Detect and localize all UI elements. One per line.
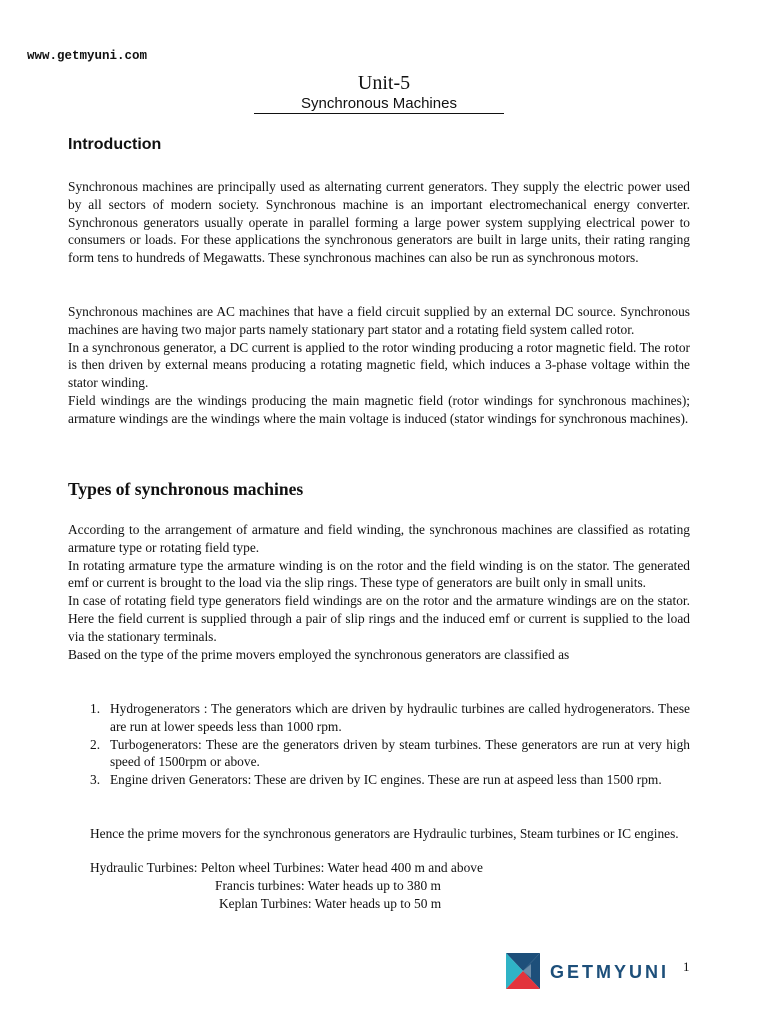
types-text-c: In case of rotating field type generators field windings are on the rotor and the armature windings are on the stator. Here the field current is supplied through a pair of slip rings and the induced emf or current is supplied to the load via the stationary terminals. xyxy=(68,593,690,644)
intro-text-2a: Synchronous machines are AC machines that have a field circuit supplied by an external DC source. Synchronous machines are having two major parts namely stationary part stator and a rotating field system called rotor. xyxy=(68,304,690,337)
site-url: www.getmyuni.com xyxy=(27,49,148,63)
list-number: 3. xyxy=(90,772,101,788)
types-paragraph xyxy=(68,521,690,663)
turbine-line-1: Hydraulic Turbines: Pelton wheel Turbines: Water head 400 m and above xyxy=(90,860,483,875)
generator-type-list xyxy=(90,700,690,789)
list-text: Turbogenerators: These are the generators driven by steam turbines. These generators are run at very high speed of 1500rpm or above. xyxy=(110,736,690,770)
logo-text: GETMYUNI xyxy=(550,962,670,982)
list-item xyxy=(90,736,690,772)
list-text: Engine driven Generators: These are driven by IC engines. These are run at aspeed less than 1500 rpm. xyxy=(110,772,662,788)
logo-mark-icon xyxy=(506,953,540,989)
getmyuni-logo xyxy=(504,950,684,992)
list-text: Hydrogenerators : The generators which are driven by hydraulic turbines are called hydrogenerators. These are run at lower speeds less than 1000 rpm. xyxy=(110,701,690,734)
intro-text-2c: Field windings are the windings producing the main magnetic field (rotor windings for synchronous machines); armature windings are the windings where the main voltage is induced (stator windings for synchronous machines). xyxy=(68,392,690,426)
list-item xyxy=(90,771,690,789)
introduction-heading: Introduction xyxy=(68,136,162,153)
list-number: 1. xyxy=(90,701,101,716)
intro-paragraph-1 xyxy=(68,178,690,267)
types-text-a: According to the arrangement of armature and field winding, the synchronous machines are classified as rotating armature type or rotating field type. xyxy=(68,522,690,555)
types-text-d: Based on the type of the prime movers employed the synchronous generators are classified as xyxy=(68,646,570,662)
list-item xyxy=(90,700,690,736)
list-number: 2. xyxy=(90,736,101,752)
intro-paragraph-2 xyxy=(68,303,690,428)
prime-movers-paragraph xyxy=(90,825,690,843)
turbine-line-3: Keplan Turbines: Water heads up to 50 m xyxy=(219,896,442,911)
intro-text-1: Synchronous machines are principally used as alternating current generators. They supply the electric power used by all sectors of modern society. Synchronous machine is an important electromechanical energy converter. Synchronous generators usually operate in parallel forming a large power system supplying electrical power to consumers or loads. For these applications the synchronous generators are built in large units, their rating ranging form tens to hundreds of Megawatts. These synchronous machines can also be run as synchronous motors. xyxy=(68,179,690,266)
page-subtitle: Synchronous Machines xyxy=(254,95,504,114)
types-text-b: In rotating armature type the armature winding is on the rotor and the field winding is on the stator. The generated emf or current is brought to the load via the slip rings. These type of generators are built only in small units. xyxy=(68,557,690,591)
unit-title: Unit-5 xyxy=(357,72,411,94)
types-heading: Types of synchronous machines xyxy=(68,479,304,499)
intro-text-2b: In a synchronous generator, a DC current is applied to the rotor winding producing a rotor magnetic field. The rotor is then driven by external means producing a rotating magnetic field, which induces a 3-phase voltage within the stator winding. xyxy=(68,339,690,391)
prime-movers-text: Hence the prime movers for the synchronous generators are Hydraulic turbines, Steam turbines or IC engines. xyxy=(90,826,679,841)
page-number: 1 xyxy=(683,959,690,974)
turbine-line-2: Francis turbines: Water heads up to 380 m xyxy=(215,878,441,893)
